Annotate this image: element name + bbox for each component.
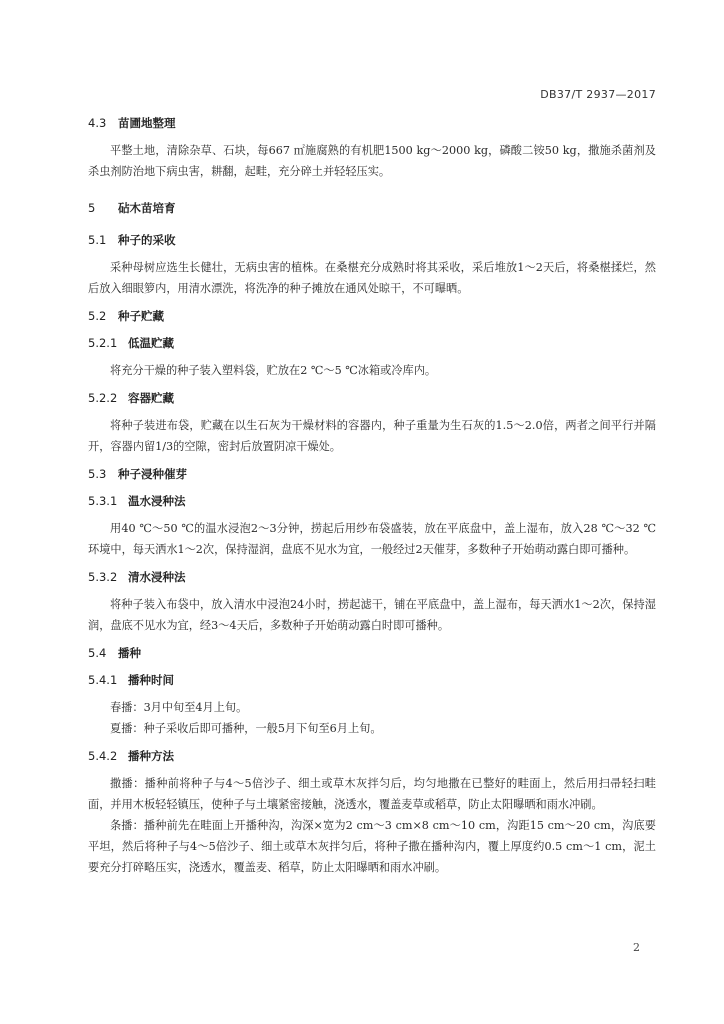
standard-code: DB37/T 2937—2017: [540, 88, 656, 101]
heading-5-2-2: 5.2.2 容器贮藏: [88, 391, 174, 405]
paragraph: 夏播：种子采收后即可播种，一般5月下旬至6月上旬。: [110, 722, 382, 735]
heading-5: 5 砧木苗培育: [88, 201, 176, 215]
paragraph: 平整土地，清除杂草、石块，每667 ㎡施腐熟的有机肥1500 kg～2000 kg，磷酸二铵50 kg，撒施杀菌剂及杀虫剂防治地下病虫害，耕翻，起畦，充分碎土并轻轻压实。: [88, 144, 656, 178]
heading-5-2-1: 5.2.1 低温贮藏: [88, 336, 174, 350]
paragraph: 将充分干燥的种子装入塑料袋，贮放在2 ℃～5 ℃冰箱或冷库内。: [110, 364, 437, 377]
heading-5-3-1: 5.3.1 温水浸种法: [88, 494, 186, 508]
heading-5-2: 5.2 种子贮藏: [88, 309, 164, 323]
paragraph: 用40 ℃～50 ℃的温水浸泡2～3分钟，捞起后用纱布袋盛装，放在平底盘中，盖上湿布，放入28 ℃～32 ℃环境中，每天洒水1～2次，保持湿润，盘底不见水为宜，一般经过2天催芽，多数种子开始萌动露白即可播种。: [88, 522, 656, 556]
paragraph: 将种子装进布袋，贮藏在以生石灰为干燥材料的容器内，种子重量为生石灰的1.5～2.0倍，两者之间平行并隔开，容器内留1/3的空隙，密封后放置阴凉干燥处。: [88, 419, 656, 453]
heading-4-3: 4.3 苗圃地整理: [88, 116, 176, 130]
heading-5-3-2: 5.3.2 清水浸种法: [88, 570, 186, 584]
paragraph: 春播：3月中旬至4月上旬。: [110, 701, 248, 714]
heading-5-4: 5.4 播种: [88, 646, 141, 660]
document-body: [88, 115, 656, 878]
paragraph: 条播：播种前先在畦面上开播种沟，沟深×宽为2 cm～3 cm×8 cm～10 cm，沟距15 cm～20 cm，沟底要平坦，然后将种子与4～5倍沙子、细土或草木灰拌匀后，将种子撒在播种沟内，覆上厚度约0.5 cm～1 cm，泥土要充分打碎略压实，浇透水，覆盖麦、稻草，防止太阳曝晒和雨水冲刷。: [88, 819, 656, 874]
heading-5-4-2: 5.4.2 播种方法: [88, 749, 174, 763]
paragraph: 撒播：播种前将种子与4～5倍沙子、细土或草木灰拌匀后，均匀地撒在已整好的畦面上，然后用扫帚轻扫畦面，并用木板轻轻镇压，使种子与土壤紧密接触，浇透水，覆盖麦草或稻草，防止太阳曝晒和雨水冲刷。: [88, 777, 656, 811]
paragraph: 将种子装入布袋中，放入清水中浸泡24小时，捞起滤干，铺在平底盘中，盖上湿布，每天洒水1～2次，保持湿润，盘底不见水为宜，经3～4天后，多数种子开始萌动露白时即可播种。: [88, 598, 656, 632]
paragraph: 采种母树应选生长健壮，无病虫害的植株。在桑椹充分成熟时将其采收，采后堆放1～2天后，将桑椹揉烂，然后放入细眼箩内，用清水漂洗，将洗净的种子摊放在通风处晾干，不可曝晒。: [88, 261, 656, 295]
heading-5-4-1: 5.4.1 播种时间: [88, 673, 174, 687]
heading-5-1: 5.1 种子的采收: [88, 233, 176, 247]
page-number: 2: [633, 941, 640, 954]
heading-5-3: 5.3 种子浸种催芽: [88, 467, 187, 481]
